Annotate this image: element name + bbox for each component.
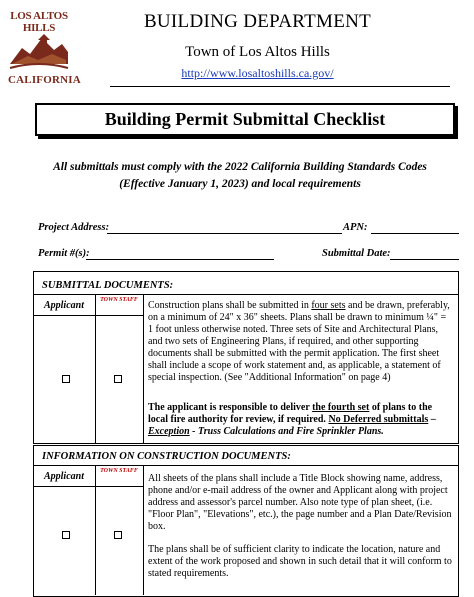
logo-bottom-text: CALIFORNIA xyxy=(8,74,81,86)
logo-top-text: LOS ALTOS HILLS xyxy=(10,10,68,34)
staff-checkbox[interactable] xyxy=(114,531,122,539)
apn-label: APN: xyxy=(343,222,368,233)
town-logo xyxy=(8,10,81,88)
text-run: the fourth set xyxy=(312,402,370,413)
header-divider xyxy=(110,86,450,87)
town-name: Town of Los Altos Hills xyxy=(185,44,330,60)
applicant-column-header: Applicant xyxy=(43,471,84,482)
town-staff-column-header: TOWN STAFF xyxy=(100,297,138,303)
project-address-field[interactable] xyxy=(107,233,342,234)
submittal-date-label: Submittal Date: xyxy=(322,248,391,259)
staff-checkbox[interactable] xyxy=(114,375,122,383)
text-run: four sets xyxy=(311,300,346,311)
applicant-column-header: Applicant xyxy=(43,300,84,311)
department-heading: BUILDING DEPARTMENT xyxy=(143,11,372,32)
text-run: Construction plans shall be submitted in xyxy=(148,300,312,311)
text-run: – xyxy=(428,414,436,425)
logo-hills-icon xyxy=(8,24,70,74)
project-address-label: Project Address: xyxy=(38,222,110,233)
divider xyxy=(33,294,459,295)
divider xyxy=(95,294,96,444)
permit-field[interactable] xyxy=(86,259,274,260)
text-run: The applicant is responsible to deliver xyxy=(148,402,313,413)
fire-authority-note xyxy=(148,402,452,438)
section-title: SUBMITTAL DOCUMENTS: xyxy=(42,280,174,291)
submittal-instructions xyxy=(148,300,452,384)
text-run: Exception xyxy=(148,426,190,437)
divider xyxy=(95,465,96,595)
divider xyxy=(143,465,144,595)
apn-field[interactable] xyxy=(371,233,459,234)
divider xyxy=(143,294,144,444)
applicant-checkbox[interactable] xyxy=(62,375,70,383)
plan-clarity-instructions: The plans shall be of sufficient clarity to indicate the location, nature and extent of the work proposed and shown in such detail that it will conform to stated requirements. xyxy=(148,544,452,579)
section-title: INFORMATION ON CONSTRUCTION DOCUMENTS: xyxy=(42,451,291,462)
submittal-date-field[interactable] xyxy=(390,259,459,260)
permit-label: Permit #(s): xyxy=(38,248,90,259)
applicant-checkbox[interactable] xyxy=(62,531,70,539)
divider xyxy=(33,315,143,316)
text-run: No Deferred submittals xyxy=(328,414,429,425)
divider xyxy=(33,486,143,487)
title-block-instructions: All sheets of the plans shall include a Title Block showing name, address, phone and/or e-mail address of the owner and Applicant along with project address and assessor's parcel number. Also note type of plan sheet, (i.e. "Floor Plan", "Elevations", etc.), the page number and a Plan Date/Revision box. xyxy=(148,473,452,532)
page-title: Building Permit Submittal Checklist xyxy=(35,103,455,136)
town-staff-column-header: TOWN STAFF xyxy=(100,468,138,474)
text-run: - Truss Calculations and Fire Sprinkler Plans. xyxy=(189,426,384,437)
compliance-notice: All submittals must comply with the 2022 California Building Standards Codes (Effective January 1, 2023) and local requirements xyxy=(53,161,427,190)
text-run: of plans to the local fire authority for review, if required. xyxy=(148,402,433,425)
text-run: and be drawn, preferably, on a minimum of 24" x 36" sheets. Plans shall be drawn to minimum ¼" = 1 foot unless otherwise noted. Three sets of Site and Architectural Plans, and two sets of Engineering Plans, if required, and other supporting documents shall be submitted with the permit application. The first sheet shall include a scope of work statement and, as applicable, a statement of special inspection. (See "Additional Information" on page 4) xyxy=(148,300,450,383)
divider xyxy=(33,465,459,466)
town-website-link[interactable]: http://www.losaltoshills.ca.gov/ xyxy=(181,66,334,80)
